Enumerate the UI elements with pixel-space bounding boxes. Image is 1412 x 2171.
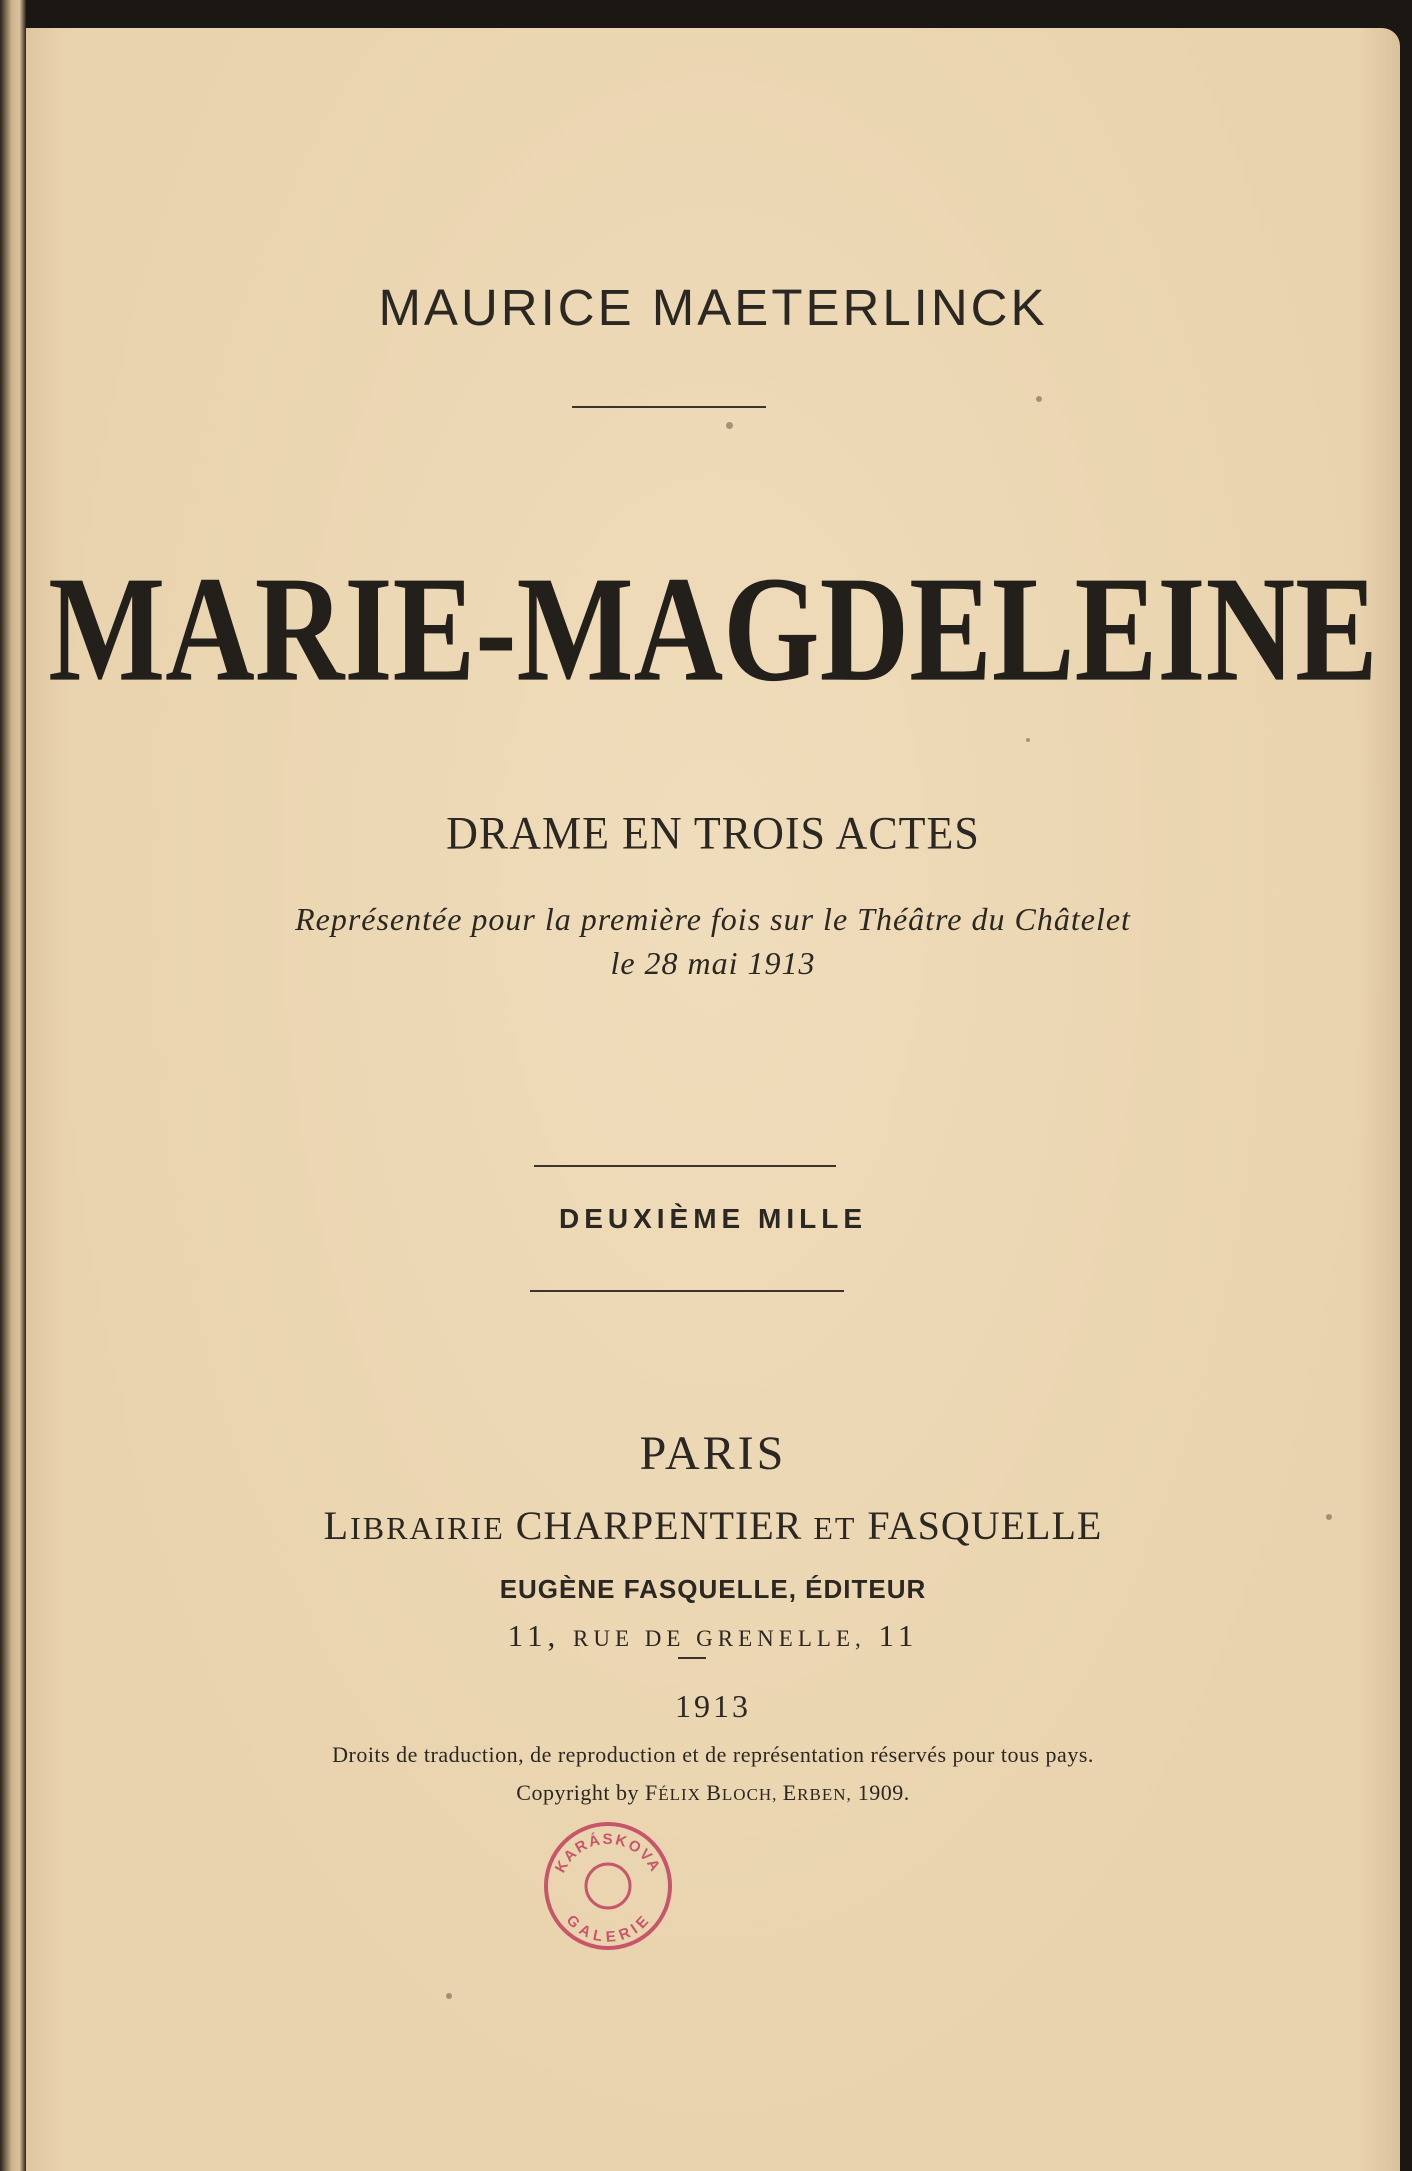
paper-speck	[446, 1993, 452, 1999]
rights-notice: Droits de traduction, de reproduction et de représentation réservés pour tous pays.	[332, 1742, 1094, 1767]
address-number-right: 11	[878, 1618, 919, 1653]
publisher-address	[26, 1618, 1400, 1654]
publisher-name: CHARPENTIER	[515, 1503, 803, 1548]
paper-speck	[1326, 1514, 1332, 1520]
edition-note: DEUXIÈME MILLE	[558, 1203, 867, 1234]
copyright-holder: FÉLIX BLOCH, ERBEN,	[645, 1780, 852, 1805]
stamp-text-top: KARÁSKOVA	[551, 1830, 665, 1876]
paper-speck	[1026, 738, 1030, 742]
publisher-line	[26, 1502, 1400, 1549]
publication-year: 1913	[675, 1688, 751, 1724]
copyright-year: 1909.	[857, 1780, 910, 1805]
stamp-inner-ring	[586, 1864, 630, 1908]
premiere-date: le 28 mai 1913	[610, 945, 816, 981]
divider-rule-edition-bottom	[530, 1290, 844, 1292]
publication-city: PARIS	[639, 1427, 787, 1480]
book-subtitle: DRAME EN TROIS ACTES	[446, 807, 980, 860]
copyright-notice	[26, 1780, 1400, 1806]
address-number-left: 11,	[507, 1618, 561, 1653]
premiere-note: Représentée pour la première fois sur le Théâtre du Châtelet	[295, 901, 1131, 937]
editor-line: EUGÈNE FASQUELLE, ÉDITEUR	[499, 1574, 927, 1604]
title-page	[26, 28, 1400, 2171]
divider-rule-year	[678, 1657, 706, 1659]
address-street: RUE DE GRENELLE,	[573, 1626, 866, 1651]
publisher-name-2: FASQUELLE	[867, 1503, 1103, 1548]
book-spine-edge	[0, 0, 26, 2171]
book-title: MARIE-MAGDELEINE	[48, 545, 1378, 713]
stamp-text-bottom: GALERIE	[562, 1911, 654, 1946]
publisher-prefix: LIBRAIRIE	[323, 1503, 505, 1548]
divider-rule-top	[572, 406, 766, 408]
library-stamp	[538, 1816, 678, 1956]
paper-speck	[726, 422, 733, 429]
divider-rule-edition-top	[534, 1165, 836, 1167]
paper-speck	[1036, 396, 1042, 402]
copyright-prefix: Copyright by	[516, 1780, 639, 1805]
publisher-conjunction: ET	[813, 1510, 857, 1546]
author-name: MAURICE MAETERLINCK	[378, 279, 1048, 336]
